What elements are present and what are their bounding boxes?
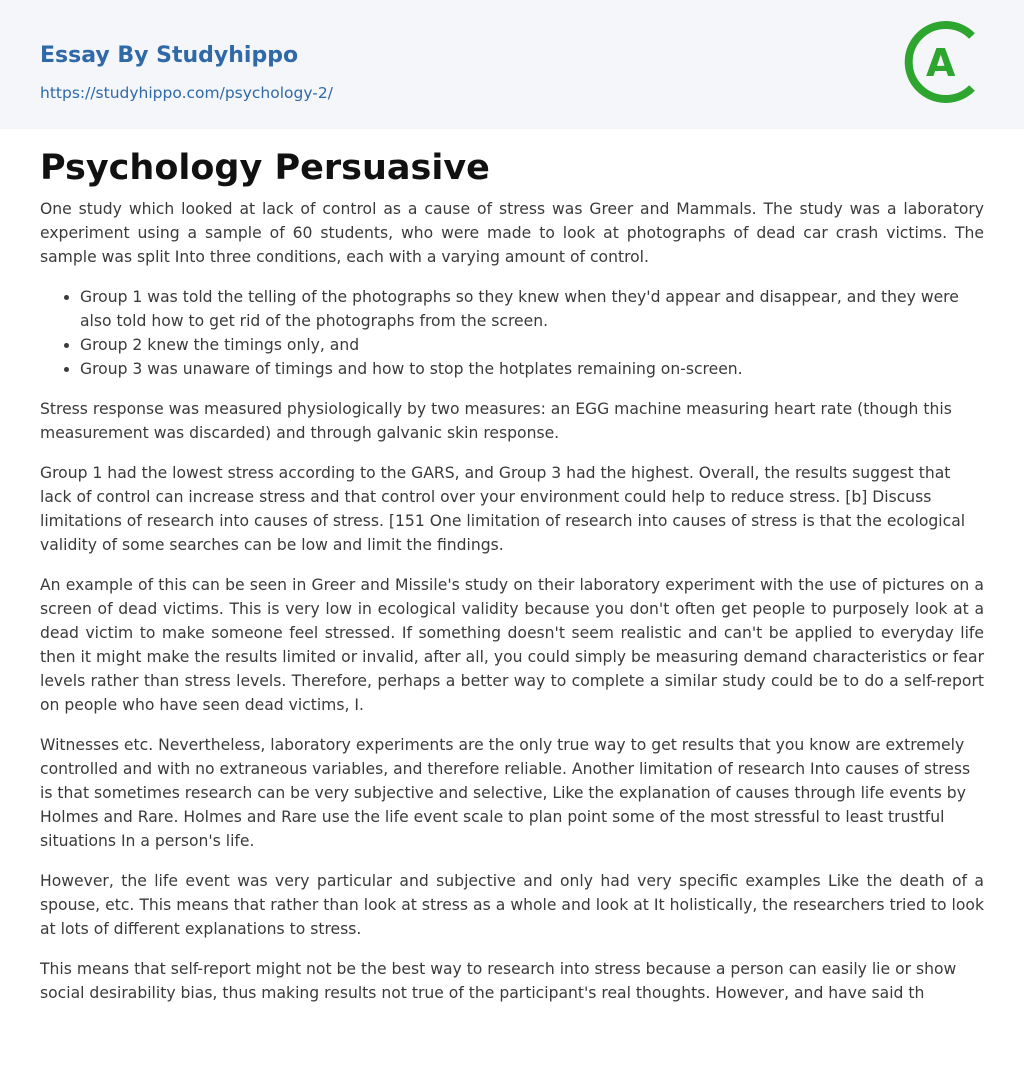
paragraph: An example of this can be seen in Greer and Missile's study on their laboratory experiment with the use of pictures on a screen of dead victims. This is very low in ecological validity because you don't often get people to purposely look at a dead victim to make someone feel stressed. If something doesn't seem realistic and can't be applied to everyday life then it might make the results limited or invalid, after all, you could simply be measuring demand characteristics or fear levels rather than stress levels. Therefore, perhaps a better way to complete a similar study could be to do a self-report on people who have seen dead victims, I. [40,576,984,714]
list-item: • Group 1 was told the telling of the photographs so they knew when they'd appear and disappear, and they were also told how to get rid of the photographs from the screen. [80,285,984,333]
groups-list [40,285,984,381]
list-item: • Group 3 was unaware of timings and how to stop the hotplates remaining on-screen. [80,357,984,381]
studyhippo-logo-icon[interactable] [900,20,984,104]
svg-text:A: A [926,41,956,85]
list-item: • Group 2 knew the timings only, and [80,333,984,357]
page-title: Psychology Persuasive [40,148,490,188]
paragraph: Witnesses etc. Nevertheless, laboratory experiments are the only true way to get results that you know are extremely controlled and with no extraneous variables, and therefore reliable. Another limitation of research Into causes of stress is that sometimes research can be very subjective and selective, Like the explanation of causes through life events by Holmes and Rare. Holmes and Rare use the life event scale to plan point some of the most stressful to least trustful situations In a person's life. [40,736,971,850]
paragraph: This means that self-report might not be the best way to research into stress because a person can easily lie or show social desirability bias, thus making results not true of the participant's real thoughts. However, and have said th [40,960,957,1002]
page-header [0,0,1024,129]
intro-paragraph: One study which looked at lack of control as a cause of stress was Greer and Mammals. The study was a laboratory experiment using a sample of 60 students, who were made to look at photographs of dead car crash victims. The sample was split Into three conditions, each with a varying amount of control. [40,200,984,266]
essay-url-link[interactable]: https://studyhippo.com/psychology-2/ [40,84,333,102]
essay-body [0,147,1024,1005]
paragraph: Stress response was measured physiologically by two measures: an EGG machine measuring heart rate (though this measurement was discarded) and through galvanic skin response. [40,400,952,442]
paragraph: However, the life event was very particular and subjective and only had very specific examples Like the death of a spouse, etc. This means that rather than look at stress as a whole and look at It holistically, the researchers tried to look at lots of different explanations to stress. [40,872,984,938]
paragraph: Group 1 had the lowest stress according to the GARS, and Group 3 had the highest. Overall, the results suggest that lack of control can increase stress and that control over your environment could help to reduce stress. [b] Discuss limitations of research into causes of stress. [151 One limitation of research into causes of stress is that the ecological validity of some searches can be low and limit the findings. [40,464,966,554]
site-title: Essay By Studyhippo [40,43,299,68]
